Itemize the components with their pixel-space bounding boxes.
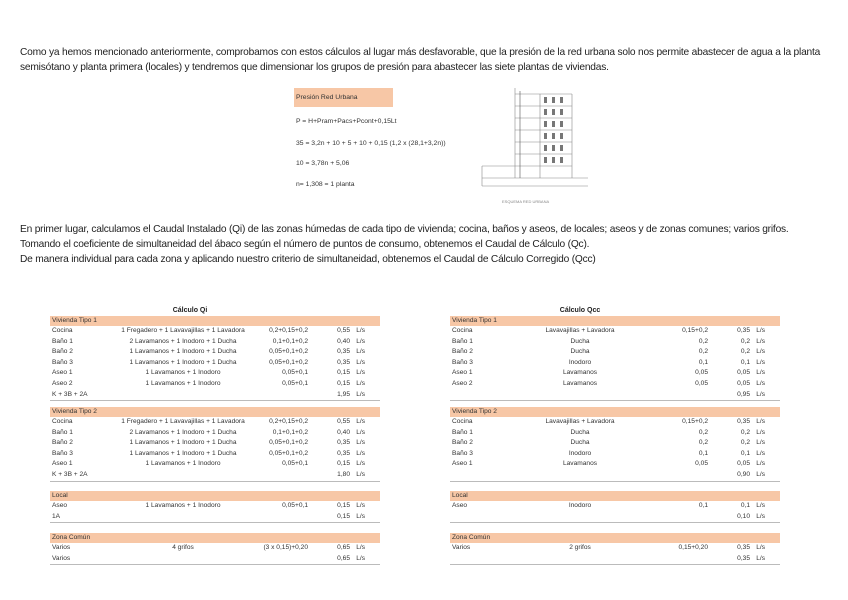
cell-unit: L/s <box>356 327 365 334</box>
cell-unit: L/s <box>356 418 365 425</box>
cell-unit: L/s <box>356 379 365 387</box>
cell-unit: L/s <box>756 418 765 425</box>
cell-zone: Aseo <box>452 502 468 509</box>
cell-fixtures: 2 Lavamanos + 1 Inodoro + 1 Ducha <box>129 428 237 436</box>
cell-unit: L/s <box>356 337 365 345</box>
group-header: Vivienda Tipo 2 <box>50 407 380 417</box>
table-row <box>50 543 380 554</box>
cell-value: 0,35 <box>337 348 350 356</box>
cell-value: 1,80 <box>337 470 350 478</box>
cell-value: 0,40 <box>337 337 350 345</box>
table-row <box>450 347 780 358</box>
cell-unit: L/s <box>756 502 765 509</box>
cell-zone: Aseo <box>52 502 68 509</box>
cell-zone: Aseo 1 <box>52 369 73 377</box>
cell-value: 0,15 <box>337 512 350 520</box>
cell-unit: L/s <box>756 337 765 345</box>
cell-formula: 0,05+0,1+0,2 <box>269 439 308 447</box>
cell-formula: 0,1 <box>698 502 708 509</box>
cell-value: 0,35 <box>737 544 750 551</box>
table-row <box>50 379 380 390</box>
table-row <box>50 438 380 449</box>
cell-zone: Baño 1 <box>52 337 73 345</box>
cell-unit: L/s <box>356 449 365 457</box>
cell-value: 0,55 <box>337 418 350 425</box>
cell-unit: L/s <box>756 449 765 457</box>
table-row <box>450 512 780 524</box>
table-row <box>450 428 780 439</box>
cell-unit: L/s <box>356 439 365 447</box>
cell-unit: L/s <box>756 327 765 334</box>
table-row <box>50 501 380 512</box>
cell-zone: Aseo 1 <box>452 460 473 468</box>
cell-zone: Baño 3 <box>52 358 73 366</box>
cell-formula: 0,2 <box>698 337 708 345</box>
cell-value: 0,55 <box>337 327 350 334</box>
cell-zone: Baño 1 <box>452 428 473 436</box>
body-line: De manera individual para cada zona y aplicando nuestro criterio de simultaneidad, obtenemos el Caudal de Cálculo Corregido (Qcc) <box>20 254 596 265</box>
formula-title: Presión Red Urbana <box>294 88 393 107</box>
cell-fixtures: 1 Lavamanos + 1 Inodoro <box>145 460 221 468</box>
cell-fixtures: 1 Fregadero + 1 Lavavajillas + 1 Lavadora <box>121 418 245 425</box>
cell-value: 0,15 <box>337 379 350 387</box>
cell-fixtures: 4 grifos <box>172 544 194 551</box>
cell-unit: L/s <box>756 470 765 478</box>
table-row <box>450 390 780 402</box>
cell-value: 0,35 <box>737 327 750 334</box>
cell-formula: 0,2+0,15+0,2 <box>269 327 308 334</box>
cell-value: 0,1 <box>740 449 750 457</box>
cell-formula: 0,15+0,2 <box>682 327 708 334</box>
cell-fixtures: Ducha <box>570 439 590 447</box>
cell-fixtures: Lavamanos <box>562 460 598 468</box>
cell-value: 0,10 <box>737 512 750 520</box>
table-row <box>50 368 380 379</box>
table-row <box>450 337 780 348</box>
cell-value: 0,65 <box>337 544 350 551</box>
table-row <box>450 358 780 369</box>
table-row <box>50 417 380 428</box>
table-row <box>50 554 380 566</box>
cell-value: 0,15 <box>337 502 350 509</box>
cell-fixtures: 1 Lavamanos + 1 Inodoro + 1 Ducha <box>129 449 237 457</box>
cell-unit: L/s <box>756 554 765 562</box>
cell-formula: 0,05+0,1 <box>282 369 308 377</box>
cell-formula: 0,2 <box>698 428 708 436</box>
cell-formula: 0,05+0,1 <box>282 379 308 387</box>
cell-value: 0,35 <box>337 358 350 366</box>
cell-formula: 0,05 <box>695 369 708 377</box>
cell-zone: K + 3B + 2A <box>52 390 88 398</box>
cell-unit: L/s <box>356 502 365 509</box>
cell-formula: 0,05 <box>695 379 708 387</box>
cell-value: 0,15 <box>337 369 350 377</box>
table-row <box>50 358 380 369</box>
cell-unit: L/s <box>756 439 765 447</box>
table-group <box>450 533 780 565</box>
table-group <box>450 407 780 482</box>
cell-zone: Cocina <box>452 418 473 425</box>
table-qi-title: Cálculo Qi <box>172 307 208 314</box>
cell-zone: Varios <box>452 544 471 551</box>
body-line: En primer lugar, calculamos el Caudal Instalado (Qi) de las zonas húmedas de cada tipo de vivienda; cocina, baños y aseos, de locales; aseos y de zonas comunes; varios grifos. <box>20 224 789 235</box>
cell-value: 0,2 <box>740 348 750 356</box>
cell-zone: Cocina <box>52 418 73 425</box>
table-row <box>50 512 380 524</box>
formula-line: 35 = 3,2n + 10 + 5 + 10 + 0,15 (1,2 x (28,1+3,2n)) <box>296 140 446 147</box>
cell-zone: Cocina <box>52 327 73 334</box>
cell-formula: 0,2 <box>698 348 708 356</box>
table-row <box>50 459 380 470</box>
cell-unit: L/s <box>756 369 765 377</box>
table-row <box>450 417 780 428</box>
cell-zone: Aseo 1 <box>452 369 473 377</box>
table-row <box>450 379 780 390</box>
table-group <box>50 533 380 565</box>
cell-unit: L/s <box>356 554 365 562</box>
table-row <box>50 470 380 482</box>
drawing-caption: ESQUEMA RED URBANA <box>502 199 550 204</box>
table-row <box>50 428 380 439</box>
body-paragraph <box>20 222 840 267</box>
cell-zone: Baño 3 <box>452 358 473 366</box>
group-header: Vivienda Tipo 1 <box>450 316 780 326</box>
cell-unit: L/s <box>356 460 365 468</box>
cell-unit: L/s <box>756 390 765 398</box>
cell-value: 0,15 <box>337 460 350 468</box>
cell-unit: L/s <box>756 358 765 366</box>
cell-zone: Baño 2 <box>452 348 473 356</box>
cell-unit: L/s <box>356 369 365 377</box>
cell-fixtures: 2 grifos <box>569 544 591 551</box>
cell-zone: Baño 2 <box>452 439 473 447</box>
cell-zone: Aseo 1 <box>52 460 73 468</box>
cell-fixtures: Inodoro <box>568 449 592 457</box>
cell-fixtures: 1 Lavamanos + 1 Inodoro + 1 Ducha <box>129 439 237 447</box>
cell-value: 1,95 <box>337 390 350 398</box>
cell-formula: 0,2 <box>698 439 708 447</box>
cell-fixtures: 1 Fregadero + 1 Lavavajillas + 1 Lavadora <box>121 327 245 334</box>
table-row <box>450 501 780 512</box>
cell-fixtures: Ducha <box>570 348 590 356</box>
cell-unit: L/s <box>756 428 765 436</box>
cell-unit: L/s <box>356 358 365 366</box>
cell-fixtures: Lavamanos <box>562 369 598 377</box>
cell-zone: Cocina <box>452 327 473 334</box>
table-group <box>50 491 380 523</box>
cell-fixtures: 1 Lavamanos + 1 Inodoro + 1 Ducha <box>129 348 237 356</box>
cell-value: 0,2 <box>740 439 750 447</box>
cell-fixtures: Lavavajillas + Lavadora <box>545 327 615 334</box>
cell-formula: 0,05+0,1+0,2 <box>269 348 308 356</box>
cell-formula: 0,1+0,1+0,2 <box>272 428 308 436</box>
cell-zone: Aseo 2 <box>52 379 73 387</box>
cell-fixtures: 1 Lavamanos + 1 Inodoro <box>145 379 221 387</box>
cell-zone: Baño 1 <box>52 428 73 436</box>
cell-unit: L/s <box>756 348 765 356</box>
cell-unit: L/s <box>356 470 365 478</box>
cell-value: 0,95 <box>737 390 750 398</box>
cell-value: 0,05 <box>737 379 750 387</box>
cell-formula: 0,05 <box>695 460 708 468</box>
group-header: Local <box>50 491 380 501</box>
cell-unit: L/s <box>756 460 765 468</box>
cell-value: 0,35 <box>337 449 350 457</box>
intro-paragraph: Como ya hemos mencionado anteriormente, comprobamos con estos cálculos al lugar más desfavorable, que la presión de la red urbana solo nos permite abastecer de agua a la planta semisótano y planta primera (locales) y tendremos que dimensionar los grupos de presión para abastecer las siete plantas de viviendas. <box>20 47 821 73</box>
group-header: Vivienda Tipo 2 <box>450 407 780 417</box>
cell-zone: Aseo 2 <box>452 379 473 387</box>
table-qi <box>50 316 380 570</box>
formula-line: n= 1,308 = 1 planta <box>296 181 355 188</box>
table-row <box>450 326 780 337</box>
cell-fixtures: Lavavajillas + Lavadora <box>545 418 615 425</box>
cell-unit: L/s <box>356 390 365 398</box>
cell-value: 0,35 <box>337 439 350 447</box>
table-row <box>50 449 380 460</box>
body-line: Tomando el coeficiente de simultaneidad del ábaco según el número de puntos de consumo, obtenemos el Caudal de Cálculo (Qc). <box>20 239 590 250</box>
cell-formula: 0,05+0,1 <box>282 460 308 468</box>
cell-value: 0,2 <box>740 428 750 436</box>
cell-formula: 0,05+0,1+0,2 <box>269 449 308 457</box>
table-row <box>450 449 780 460</box>
cell-formula: 0,15+0,20 <box>678 544 708 551</box>
cell-fixtures: 1 Lavamanos + 1 Inodoro <box>145 502 221 509</box>
cell-fixtures: 1 Lavamanos + 1 Inodoro <box>145 369 221 377</box>
group-header: Vivienda Tipo 1 <box>50 316 380 326</box>
cell-zone: Baño 3 <box>52 449 73 457</box>
cell-fixtures: 2 Lavamanos + 1 Inodoro + 1 Ducha <box>129 337 237 345</box>
cell-unit: L/s <box>756 544 765 551</box>
cell-formula: 0,15+0,2 <box>682 418 708 425</box>
formula-line: 10 = 3,78n + 5,06 <box>296 160 350 167</box>
cell-fixtures: Inodoro <box>568 358 592 366</box>
cell-fixtures: Ducha <box>570 428 590 436</box>
table-row <box>50 337 380 348</box>
group-header: Local <box>450 491 780 501</box>
cell-zone: Baño 1 <box>452 337 473 345</box>
building-section-drawing <box>480 86 590 208</box>
cell-zone: Baño 3 <box>452 449 473 457</box>
table-qcc-title: Cálculo Qcc <box>559 307 601 314</box>
table-qcc <box>450 316 780 570</box>
cell-value: 0,2 <box>740 337 750 345</box>
cell-zone: 1A <box>52 512 61 520</box>
formula-line: P = H+Pram+Pacs+Pcont+0,15Lt <box>296 118 397 125</box>
cell-unit: L/s <box>356 428 365 436</box>
cell-zone: Varios <box>52 544 71 551</box>
cell-formula: 0,1 <box>698 449 708 457</box>
table-group <box>450 316 780 401</box>
table-group <box>450 491 780 523</box>
cell-formula: 0,1 <box>698 358 708 366</box>
cell-zone: Baño 2 <box>52 439 73 447</box>
cell-formula: 0,2+0,15+0,2 <box>269 418 308 425</box>
cell-unit: L/s <box>356 544 365 551</box>
cell-value: 0,05 <box>737 460 750 468</box>
group-header: Zona Común <box>450 533 780 543</box>
cell-unit: L/s <box>756 512 765 520</box>
cell-unit: L/s <box>356 512 365 520</box>
table-row <box>450 438 780 449</box>
cell-value: 0,1 <box>740 358 750 366</box>
table-row <box>450 459 780 470</box>
cell-formula: 0,1+0,1+0,2 <box>272 337 308 345</box>
table-row <box>450 543 780 554</box>
table-row <box>450 554 780 566</box>
cell-zone: K + 3B + 2A <box>52 470 88 478</box>
cell-formula: (3 x 0,15)+0,20 <box>263 544 308 551</box>
cell-formula: 0,05+0,1+0,2 <box>269 358 308 366</box>
cell-unit: L/s <box>356 348 365 356</box>
table-group <box>50 407 380 482</box>
cell-fixtures: Inodoro <box>568 502 592 509</box>
cell-value: 0,05 <box>737 369 750 377</box>
table-row <box>50 347 380 358</box>
cell-value: 0,1 <box>740 502 750 509</box>
cell-fixtures: 1 Lavamanos + 1 Inodoro + 1 Ducha <box>129 358 237 366</box>
table-row <box>450 470 780 482</box>
cell-fixtures: Lavamanos <box>562 379 598 387</box>
cell-fixtures: Ducha <box>570 337 590 345</box>
group-header: Zona Común <box>50 533 380 543</box>
table-row <box>50 326 380 337</box>
table-row <box>450 368 780 379</box>
pressure-formula-box <box>294 88 446 188</box>
table-row <box>50 390 380 402</box>
cell-value: 0,40 <box>337 428 350 436</box>
cell-zone: Baño 2 <box>52 348 73 356</box>
cell-value: 0,35 <box>737 554 750 562</box>
cell-value: 0,90 <box>737 470 750 478</box>
cell-unit: L/s <box>756 379 765 387</box>
table-group <box>50 316 380 401</box>
cell-formula: 0,05+0,1 <box>282 502 308 509</box>
cell-value: 0,35 <box>737 418 750 425</box>
cell-zone: Varios <box>52 554 71 562</box>
cell-value: 0,65 <box>337 554 350 562</box>
